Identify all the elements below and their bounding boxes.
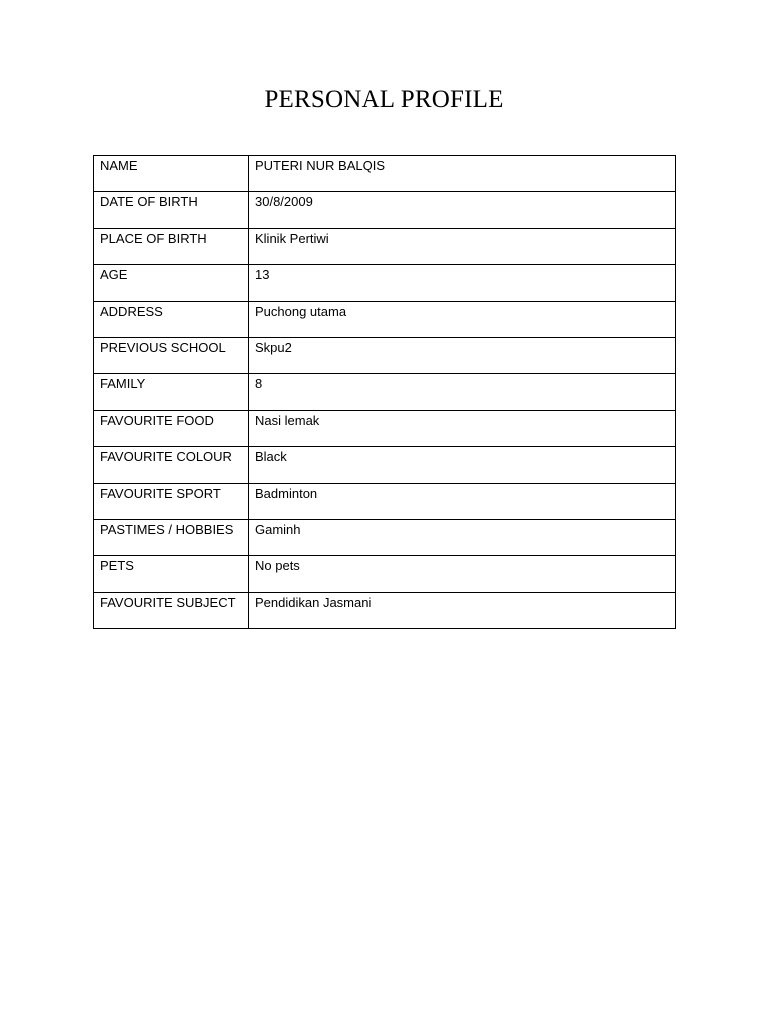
table-row-favourite-subject bbox=[94, 592, 676, 628]
row-label: PLACE OF BIRTH bbox=[94, 228, 249, 264]
row-value: Puchong utama bbox=[249, 301, 676, 337]
row-label: FAVOURITE SPORT bbox=[94, 483, 249, 519]
row-label: FAVOURITE SUBJECT bbox=[94, 592, 249, 628]
table-row-family bbox=[94, 374, 676, 410]
table-row-name bbox=[94, 156, 676, 192]
row-label: FAMILY bbox=[94, 374, 249, 410]
table-row-previous-school bbox=[94, 337, 676, 373]
table-row-address bbox=[94, 301, 676, 337]
table-row-favourite-food bbox=[94, 410, 676, 446]
row-label: FAVOURITE COLOUR bbox=[94, 447, 249, 483]
table-row-place-of-birth bbox=[94, 228, 676, 264]
row-value: Skpu2 bbox=[249, 337, 676, 373]
row-value: Klinik Pertiwi bbox=[249, 228, 676, 264]
row-value: Black bbox=[249, 447, 676, 483]
table-row-pets bbox=[94, 556, 676, 592]
table-row-favourite-colour bbox=[94, 447, 676, 483]
row-value: No pets bbox=[249, 556, 676, 592]
table-row-age bbox=[94, 265, 676, 301]
row-label: FAVOURITE FOOD bbox=[94, 410, 249, 446]
row-value: Gaminh bbox=[249, 519, 676, 555]
row-value: PUTERI NUR BALQIS bbox=[249, 156, 676, 192]
table-row-pastimes-hobbies bbox=[94, 519, 676, 555]
row-value: Badminton bbox=[249, 483, 676, 519]
row-label: PETS bbox=[94, 556, 249, 592]
row-value: 30/8/2009 bbox=[249, 192, 676, 228]
table-row-favourite-sport bbox=[94, 483, 676, 519]
row-label: ADDRESS bbox=[94, 301, 249, 337]
row-label: DATE OF BIRTH bbox=[94, 192, 249, 228]
row-value: Nasi lemak bbox=[249, 410, 676, 446]
row-label: PREVIOUS SCHOOL bbox=[94, 337, 249, 373]
row-value: 8 bbox=[249, 374, 676, 410]
row-label: AGE bbox=[94, 265, 249, 301]
page-title: PERSONAL PROFILE bbox=[264, 86, 504, 113]
row-value: Pendidikan Jasmani bbox=[249, 592, 676, 628]
row-label: NAME bbox=[94, 156, 249, 192]
row-value: 13 bbox=[249, 265, 676, 301]
row-label: PASTIMES / HOBBIES bbox=[94, 519, 249, 555]
table-row-date-of-birth bbox=[94, 192, 676, 228]
profile-table bbox=[93, 155, 676, 629]
